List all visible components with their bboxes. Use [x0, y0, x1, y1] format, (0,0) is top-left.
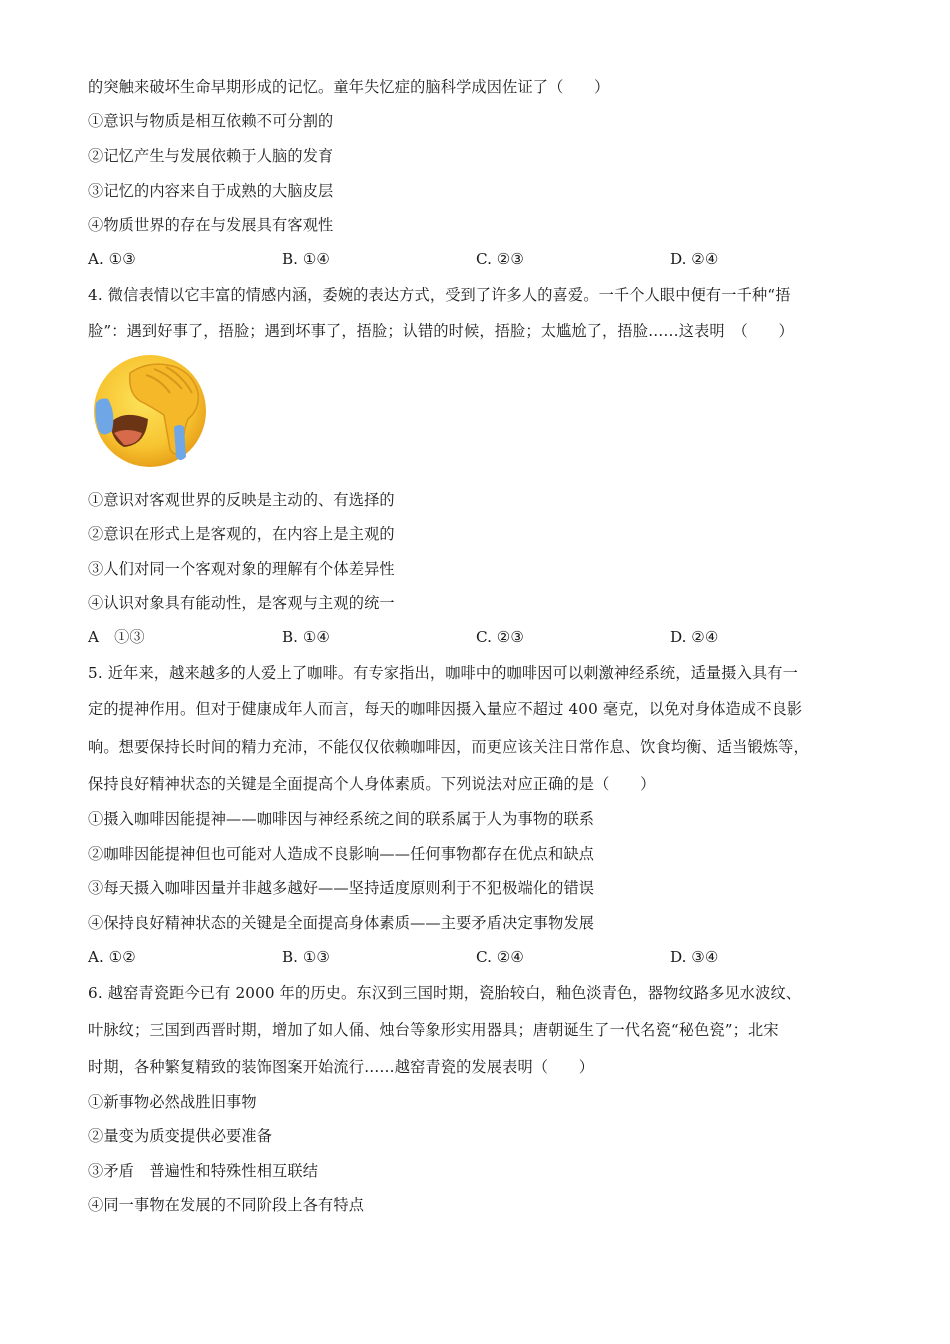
q5-stem-line-2: 定的提神作用。但对于健康成年人而言，每天的咖啡因摄入量应不超过 400 毫克，以免对身体造成不良影: [88, 700, 803, 718]
q5-stem-line-3: 响。想要保持长时间的精力充沛，不能仅仅依赖咖啡因，而更应该关注日常作息、饮食均衡、适当锻炼等，: [88, 738, 809, 756]
q5-stem-line-1: 5. 近年来，越来越多的人爱上了咖啡。有专家指出，咖啡中的咖啡因可以刺激神经系统，适量摄入具有一: [88, 664, 798, 682]
q3-item-1: ①意识与物质是相互依赖不可分割的: [88, 112, 334, 130]
q4-option-a: A ①③: [88, 628, 145, 646]
q3-option-a: A. ①③: [88, 250, 136, 268]
q3-item-4: ④物质世界的存在与发展具有客观性: [88, 216, 334, 234]
q4-option-c: C. ②③: [476, 628, 524, 646]
q3-option-d: D. ②④: [670, 250, 719, 268]
q5-option-c: C. ②④: [476, 948, 524, 966]
facepalm-emoji-image: [90, 353, 214, 469]
q5-item-2: ②咖啡因能提神但也可能对人造成不良影响——任何事物都存在优点和缺点: [88, 845, 595, 863]
q5-option-d: D. ③④: [670, 948, 719, 966]
q4-option-b: B. ①④: [282, 628, 331, 646]
q6-stem-line-2: 叶脉纹；三国到西晋时期，增加了如人俑、烛台等象形实用器具；唐朝诞生了一代名瓷“秘色瓷”；北宋: [88, 1021, 779, 1039]
q5-option-b: B. ①③: [282, 948, 331, 966]
q4-stem-line-2: 脸”：遇到好事了，捂脸；遇到坏事了，捂脸；认错的时候，捂脸；太尴尬了，捂脸……这表明 （ ）: [88, 322, 794, 340]
q6-item-3: ③矛盾 普遍性和特殊性相互联结: [88, 1162, 319, 1180]
q6-item-1: ①新事物必然战胜旧事物: [88, 1093, 257, 1111]
q4-option-d: D. ②④: [670, 628, 719, 646]
q6-item-4: ④同一事物在发展的不同阶段上各有特点: [88, 1196, 365, 1214]
q5-item-1: ①摄入咖啡因能提神——咖啡因与神经系统之间的联系属于人为事物的联系: [88, 810, 595, 828]
q6-stem-line-3: 时期，各种繁复精致的装饰图案开始流行……越窑青瓷的发展表明（ ）: [88, 1058, 595, 1076]
q3-item-2: ②记忆产生与发展依赖于人脑的发育: [88, 147, 334, 165]
q4-stem-line-1: 4. 微信表情以它丰富的情感内涵，委婉的表达方式，受到了许多人的喜爱。一千个人眼中便有一千种“捂: [88, 286, 791, 304]
q3-item-3: ③记忆的内容来自于成熟的大脑皮层: [88, 182, 334, 200]
q4-item-3: ③人们对同一个客观对象的理解有个体差异性: [88, 560, 395, 578]
q5-item-3: ③每天摄入咖啡因量并非越多越好——坚持适度原则利于不犯极端化的错误: [88, 879, 595, 897]
q6-stem-line-1: 6. 越窑青瓷距今已有 2000 年的历史。东汉到三国时期，瓷胎较白，釉色淡青色，器物纹路多见水波纹、: [88, 984, 802, 1002]
q4-item-4: ④认识对象具有能动性，是客观与主观的统一: [88, 594, 395, 612]
q4-item-1: ①意识对客观世界的反映是主动的、有选择的: [88, 491, 395, 509]
q4-item-2: ②意识在形式上是客观的，在内容上是主观的: [88, 525, 395, 543]
q5-item-4: ④保持良好精神状态的关键是全面提高身体素质——主要矛盾决定事物发展: [88, 914, 595, 932]
q3-option-c: C. ②③: [476, 250, 524, 268]
q3-option-b: B. ①④: [282, 250, 331, 268]
q5-stem-line-4: 保持良好精神状态的关键是全面提高个人身体素质。下列说法对应正确的是（ ）: [88, 775, 656, 793]
q3-stem-tail: 的突触来破坏生命早期形成的记忆。童年失忆症的脑科学成因佐证了（ ）: [88, 78, 610, 96]
q5-option-a: A. ①②: [88, 948, 136, 966]
q6-item-2: ②量变为质变提供必要准备: [88, 1127, 273, 1145]
